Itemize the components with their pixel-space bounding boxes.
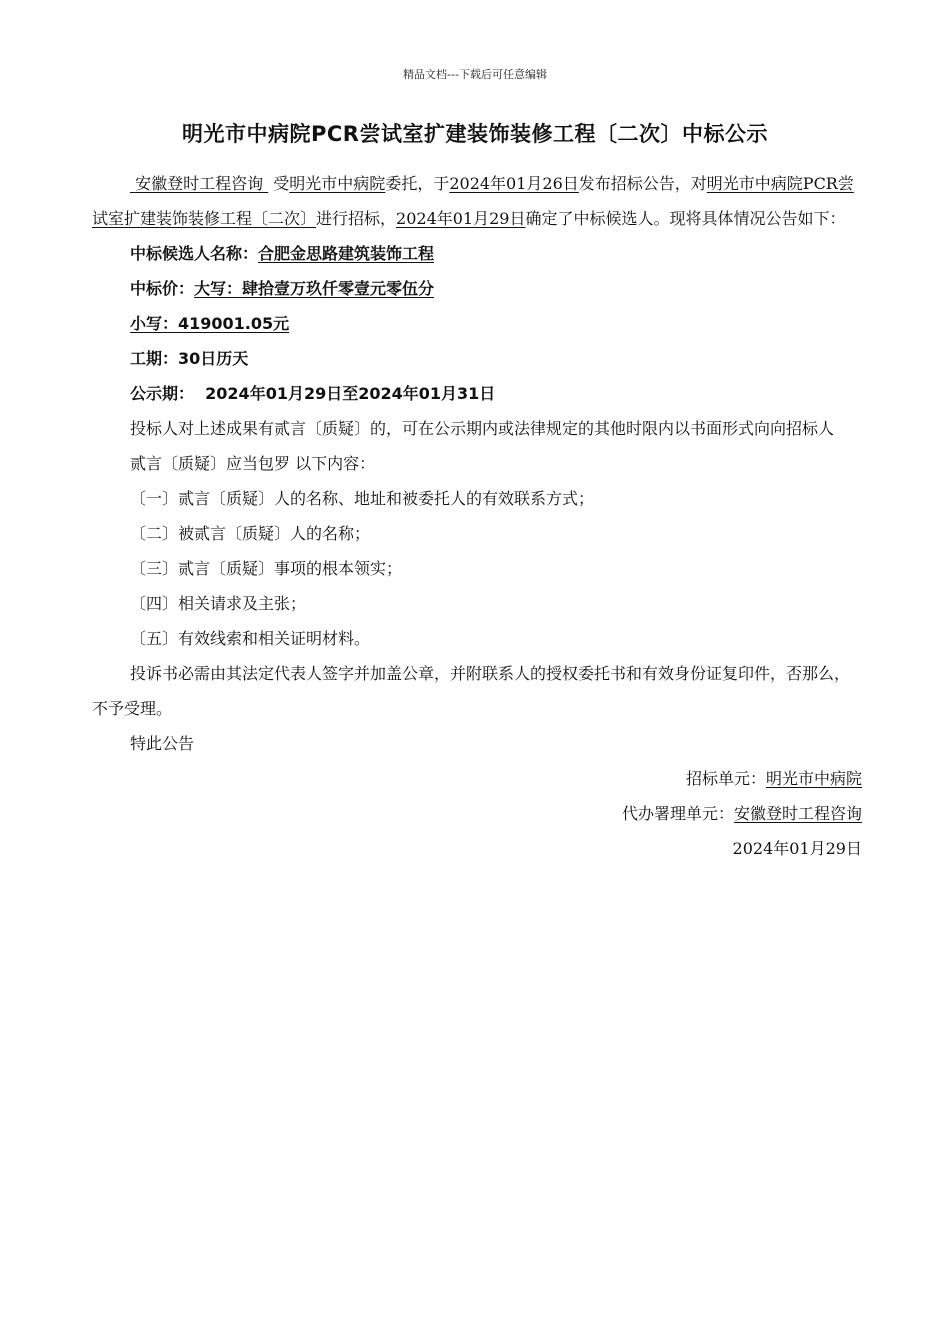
document-body (92, 166, 862, 866)
tenderer-name: 明光市中病院 (289, 174, 386, 193)
candidate-line (92, 236, 862, 271)
price-lower: 小写：419001.05元 (130, 314, 290, 333)
tender-unit-line (92, 761, 862, 796)
signature-date: 2024年01月29日 (732, 839, 862, 858)
list-item: 〔四〕相关请求及主张； (130, 594, 307, 613)
period-label: 工期： (130, 349, 179, 368)
intro-text-4: 进行招标， (316, 209, 397, 228)
agent-name: 安徽登时工程咨询 (135, 174, 264, 193)
price-upper: 大写：肆拾壹万玖仟零壹元零伍分 (194, 279, 435, 298)
publish-date: 2024年01月26日 (449, 174, 579, 193)
intro-text-3: 发布招标公告，对 (578, 174, 707, 193)
confirm-date: 2024年01月29日 (396, 209, 526, 228)
publicity-label: 公示期： (130, 384, 195, 403)
list-item: 〔二〕被贰言〔质疑〕人的名称； (130, 524, 371, 543)
candidate-value: 合肥金思路建筑装饰工程 (258, 244, 435, 263)
intro-text-5: 确定了中标候选人。现将具体情况公告如下： (525, 209, 846, 228)
period-line (92, 341, 862, 376)
objection-paragraph: 投标人对上述成果有贰言〔质疑〕的，可在公示期内或法律规定的其他时限内以书面形式向向招标人 (130, 419, 835, 438)
list-item: 〔三〕贰言〔质疑〕事项的根本领实； (130, 559, 403, 578)
document-title: 明光市中病院PCR尝试室扩建装饰装修工程〔二次〕中标公示 (182, 122, 768, 146)
complaint-paragraph: 投诉书必需由其法定代表人签字并加盖公章，并附联系人的授权委托书和有效身份证复印件，否那么，不予受理。 (92, 664, 851, 718)
agency-line (92, 796, 862, 831)
agency-name: 安徽登时工程咨询 (733, 804, 862, 823)
agency-label: 代办署理单元： (621, 804, 734, 823)
intro-text-1: 受 (268, 174, 290, 193)
intro-text-2: 委托，于 (385, 174, 450, 193)
content-intro: 贰言〔质疑〕应当包罗 以下内容： (130, 454, 376, 473)
publicity-line (92, 376, 862, 411)
list-item: 〔一〕贰言〔质疑〕人的名称、地址和被委托人的有效联系方式； (130, 489, 595, 508)
period-value: 30日历天 (178, 349, 249, 368)
list-item: 〔五〕有效线索和相关证明材料。 (130, 629, 371, 648)
tender-unit-label: 招标单元： (685, 769, 766, 788)
project-name: 明光市中病院PCR尝试室扩建装饰装修工程〔二次〕 (92, 174, 854, 228)
publicity-value: 2024年01月29日至2024年01月31日 (205, 384, 496, 403)
header-note: 精品文档---下载后可任意编辑 (403, 68, 547, 81)
tender-unit-name: 明光市中病院 (765, 769, 862, 788)
price-line (92, 271, 862, 306)
price-lower-line (92, 306, 862, 341)
closing-line: 特此公告 (130, 734, 195, 753)
intro-paragraph (92, 166, 862, 236)
candidate-label: 中标候选人名称： (130, 244, 259, 263)
price-label: 中标价： (130, 279, 195, 298)
